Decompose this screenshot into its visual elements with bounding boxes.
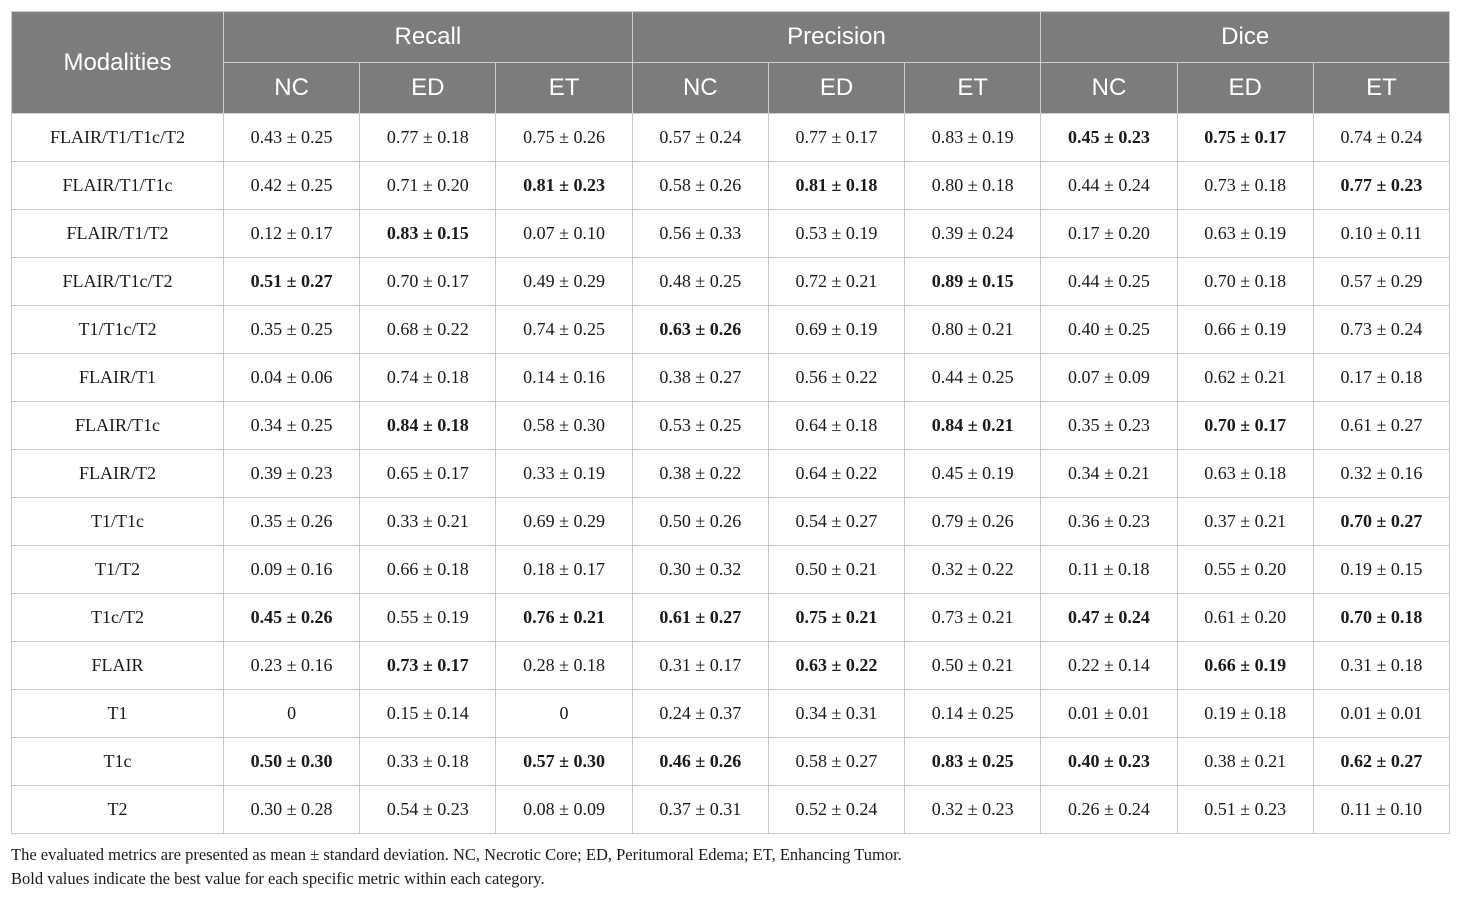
recall-ed-cell: 0.68 ± 0.22	[360, 306, 496, 354]
precision-nc-cell: 0.30 ± 0.32	[632, 546, 768, 594]
precision-ed-cell: 0.53 ± 0.19	[768, 210, 904, 258]
table-row	[12, 114, 1450, 162]
precision-nc-cell: 0.37 ± 0.31	[632, 786, 768, 834]
precision-ed-cell: 0.63 ± 0.22	[768, 642, 904, 690]
footnote-abbreviations: The evaluated metrics are presented as mean ± standard deviation. NC, Necrotic Core; ED, Peritumoral Edema; ET, Enhancing Tumor.	[11, 845, 902, 864]
dice-nc-cell: 0.40 ± 0.25	[1041, 306, 1177, 354]
recall-nc-cell: 0.35 ± 0.25	[224, 306, 360, 354]
dice-nc-cell: 0.11 ± 0.18	[1041, 546, 1177, 594]
recall-et-cell: 0.58 ± 0.30	[496, 402, 632, 450]
dice-ed-cell: 0.62 ± 0.21	[1177, 354, 1313, 402]
dice-nc-cell: 0.44 ± 0.25	[1041, 258, 1177, 306]
dice-et-cell: 0.77 ± 0.23	[1313, 162, 1449, 210]
recall-nc-cell: 0.51 ± 0.27	[224, 258, 360, 306]
recall-nc-cell: 0.42 ± 0.25	[224, 162, 360, 210]
precision-et-cell: 0.32 ± 0.22	[905, 546, 1041, 594]
precision-et-cell: 0.83 ± 0.19	[905, 114, 1041, 162]
dice-ed-cell: 0.51 ± 0.23	[1177, 786, 1313, 834]
precision-nc-cell: 0.53 ± 0.25	[632, 402, 768, 450]
precision-nc-cell: 0.24 ± 0.37	[632, 690, 768, 738]
recall-nc-cell: 0.43 ± 0.25	[224, 114, 360, 162]
recall-ed-cell: 0.66 ± 0.18	[360, 546, 496, 594]
precision-ed-cell: 0.64 ± 0.22	[768, 450, 904, 498]
dice-et-cell: 0.70 ± 0.27	[1313, 498, 1449, 546]
modality-cell: FLAIR/T1c	[12, 402, 224, 450]
recall-et-cell: 0.57 ± 0.30	[496, 738, 632, 786]
dice-nc-cell: 0.45 ± 0.23	[1041, 114, 1177, 162]
dice-ed-cell: 0.66 ± 0.19	[1177, 642, 1313, 690]
recall-ed-cell: 0.15 ± 0.14	[360, 690, 496, 738]
table-row	[12, 546, 1450, 594]
table-body	[12, 114, 1450, 834]
precision-et-cell: 0.84 ± 0.21	[905, 402, 1041, 450]
dice-nc-cell: 0.22 ± 0.14	[1041, 642, 1177, 690]
dice-nc-cell: 0.44 ± 0.24	[1041, 162, 1177, 210]
modality-cell: T2	[12, 786, 224, 834]
precision-et-cell: 0.83 ± 0.25	[905, 738, 1041, 786]
precision-et-cell: 0.39 ± 0.24	[905, 210, 1041, 258]
dice-et-cell: 0.01 ± 0.01	[1313, 690, 1449, 738]
recall-nc-cell: 0.12 ± 0.17	[224, 210, 360, 258]
precision-nc-cell: 0.38 ± 0.27	[632, 354, 768, 402]
dice-ed-cell: 0.19 ± 0.18	[1177, 690, 1313, 738]
table-row	[12, 402, 1450, 450]
footnote-bold-values: Bold values indicate the best value for each specific metric within each category.	[11, 869, 545, 888]
precision-nc-cell: 0.58 ± 0.26	[632, 162, 768, 210]
dice-nc-header: NC	[1041, 63, 1177, 114]
precision-et-cell: 0.73 ± 0.21	[905, 594, 1041, 642]
recall-ed-cell: 0.55 ± 0.19	[360, 594, 496, 642]
modality-cell: FLAIR/T1c/T2	[12, 258, 224, 306]
dice-et-cell: 0.61 ± 0.27	[1313, 402, 1449, 450]
recall-nc-cell: 0.35 ± 0.26	[224, 498, 360, 546]
precision-et-cell: 0.44 ± 0.25	[905, 354, 1041, 402]
precision-ed-cell: 0.56 ± 0.22	[768, 354, 904, 402]
recall-et-cell: 0.81 ± 0.23	[496, 162, 632, 210]
recall-et-cell: 0.28 ± 0.18	[496, 642, 632, 690]
dice-nc-cell: 0.17 ± 0.20	[1041, 210, 1177, 258]
precision-ed-cell: 0.52 ± 0.24	[768, 786, 904, 834]
table-row	[12, 162, 1450, 210]
recall-ed-cell: 0.77 ± 0.18	[360, 114, 496, 162]
dice-nc-cell: 0.47 ± 0.24	[1041, 594, 1177, 642]
precision-ed-cell: 0.58 ± 0.27	[768, 738, 904, 786]
table-footnotes	[11, 843, 902, 891]
modality-cell: FLAIR/T2	[12, 450, 224, 498]
recall-et-cell: 0.74 ± 0.25	[496, 306, 632, 354]
table-row	[12, 594, 1450, 642]
table-row	[12, 690, 1450, 738]
dice-ed-cell: 0.38 ± 0.21	[1177, 738, 1313, 786]
recall-ed-header: ED	[360, 63, 496, 114]
recall-et-cell: 0	[496, 690, 632, 738]
recall-et-cell: 0.33 ± 0.19	[496, 450, 632, 498]
precision-nc-cell: 0.50 ± 0.26	[632, 498, 768, 546]
precision-et-cell: 0.50 ± 0.21	[905, 642, 1041, 690]
dice-et-cell: 0.74 ± 0.24	[1313, 114, 1449, 162]
table-row	[12, 642, 1450, 690]
dice-et-cell: 0.62 ± 0.27	[1313, 738, 1449, 786]
table-row	[12, 450, 1450, 498]
recall-ed-cell: 0.33 ± 0.18	[360, 738, 496, 786]
precision-nc-cell: 0.56 ± 0.33	[632, 210, 768, 258]
precision-nc-cell: 0.38 ± 0.22	[632, 450, 768, 498]
precision-nc-cell: 0.63 ± 0.26	[632, 306, 768, 354]
dice-nc-cell: 0.36 ± 0.23	[1041, 498, 1177, 546]
recall-ed-cell: 0.83 ± 0.15	[360, 210, 496, 258]
recall-ed-cell: 0.74 ± 0.18	[360, 354, 496, 402]
dice-nc-cell: 0.35 ± 0.23	[1041, 402, 1177, 450]
recall-et-header: ET	[496, 63, 632, 114]
dice-group-header: Dice	[1041, 12, 1450, 63]
modality-cell: T1/T2	[12, 546, 224, 594]
results-table-container	[11, 11, 1449, 834]
table-row	[12, 306, 1450, 354]
precision-et-cell: 0.79 ± 0.26	[905, 498, 1041, 546]
precision-ed-header: ED	[768, 63, 904, 114]
precision-et-cell: 0.89 ± 0.15	[905, 258, 1041, 306]
dice-ed-cell: 0.66 ± 0.19	[1177, 306, 1313, 354]
dice-nc-cell: 0.34 ± 0.21	[1041, 450, 1177, 498]
dice-et-cell: 0.31 ± 0.18	[1313, 642, 1449, 690]
dice-nc-cell: 0.01 ± 0.01	[1041, 690, 1177, 738]
header-subcolumn-row	[12, 63, 1450, 114]
precision-ed-cell: 0.34 ± 0.31	[768, 690, 904, 738]
recall-ed-cell: 0.33 ± 0.21	[360, 498, 496, 546]
dice-ed-cell: 0.61 ± 0.20	[1177, 594, 1313, 642]
precision-et-cell: 0.80 ± 0.21	[905, 306, 1041, 354]
dice-ed-cell: 0.75 ± 0.17	[1177, 114, 1313, 162]
recall-nc-cell: 0.09 ± 0.16	[224, 546, 360, 594]
precision-ed-cell: 0.64 ± 0.18	[768, 402, 904, 450]
dice-ed-header: ED	[1177, 63, 1313, 114]
dice-et-cell: 0.10 ± 0.11	[1313, 210, 1449, 258]
modality-cell: T1c	[12, 738, 224, 786]
recall-ed-cell: 0.84 ± 0.18	[360, 402, 496, 450]
recall-ed-cell: 0.65 ± 0.17	[360, 450, 496, 498]
modality-cell: T1/T1c/T2	[12, 306, 224, 354]
precision-group-header: Precision	[632, 12, 1041, 63]
table-row	[12, 738, 1450, 786]
recall-et-cell: 0.07 ± 0.10	[496, 210, 632, 258]
recall-nc-cell: 0.50 ± 0.30	[224, 738, 360, 786]
recall-nc-cell: 0	[224, 690, 360, 738]
precision-et-cell: 0.32 ± 0.23	[905, 786, 1041, 834]
dice-nc-cell: 0.40 ± 0.23	[1041, 738, 1177, 786]
precision-et-cell: 0.80 ± 0.18	[905, 162, 1041, 210]
recall-et-cell: 0.18 ± 0.17	[496, 546, 632, 594]
dice-et-cell: 0.70 ± 0.18	[1313, 594, 1449, 642]
recall-nc-cell: 0.34 ± 0.25	[224, 402, 360, 450]
dice-ed-cell: 0.63 ± 0.18	[1177, 450, 1313, 498]
recall-et-cell: 0.14 ± 0.16	[496, 354, 632, 402]
recall-et-cell: 0.76 ± 0.21	[496, 594, 632, 642]
precision-nc-cell: 0.48 ± 0.25	[632, 258, 768, 306]
table-row	[12, 786, 1450, 834]
dice-ed-cell: 0.70 ± 0.17	[1177, 402, 1313, 450]
dice-ed-cell: 0.73 ± 0.18	[1177, 162, 1313, 210]
precision-et-header: ET	[905, 63, 1041, 114]
dice-et-cell: 0.57 ± 0.29	[1313, 258, 1449, 306]
precision-nc-header: NC	[632, 63, 768, 114]
precision-ed-cell: 0.77 ± 0.17	[768, 114, 904, 162]
dice-ed-cell: 0.70 ± 0.18	[1177, 258, 1313, 306]
precision-et-cell: 0.14 ± 0.25	[905, 690, 1041, 738]
modality-cell: FLAIR/T1/T1c	[12, 162, 224, 210]
modality-cell: T1/T1c	[12, 498, 224, 546]
dice-et-cell: 0.32 ± 0.16	[1313, 450, 1449, 498]
modalities-header: Modalities	[12, 12, 224, 114]
recall-ed-cell: 0.73 ± 0.17	[360, 642, 496, 690]
dice-ed-cell: 0.63 ± 0.19	[1177, 210, 1313, 258]
precision-ed-cell: 0.75 ± 0.21	[768, 594, 904, 642]
precision-ed-cell: 0.72 ± 0.21	[768, 258, 904, 306]
recall-ed-cell: 0.54 ± 0.23	[360, 786, 496, 834]
recall-ed-cell: 0.70 ± 0.17	[360, 258, 496, 306]
dice-ed-cell: 0.55 ± 0.20	[1177, 546, 1313, 594]
modality-cell: T1	[12, 690, 224, 738]
table-row	[12, 354, 1450, 402]
dice-et-cell: 0.11 ± 0.10	[1313, 786, 1449, 834]
modality-cell: T1c/T2	[12, 594, 224, 642]
table-header	[12, 12, 1450, 114]
recall-nc-cell: 0.04 ± 0.06	[224, 354, 360, 402]
dice-nc-cell: 0.07 ± 0.09	[1041, 354, 1177, 402]
recall-nc-header: NC	[224, 63, 360, 114]
table-row	[12, 258, 1450, 306]
precision-nc-cell: 0.57 ± 0.24	[632, 114, 768, 162]
precision-ed-cell: 0.50 ± 0.21	[768, 546, 904, 594]
table-row	[12, 210, 1450, 258]
results-table	[11, 11, 1450, 834]
recall-et-cell: 0.69 ± 0.29	[496, 498, 632, 546]
modality-cell: FLAIR	[12, 642, 224, 690]
header-group-row	[12, 12, 1450, 63]
table-row	[12, 498, 1450, 546]
precision-ed-cell: 0.54 ± 0.27	[768, 498, 904, 546]
recall-nc-cell: 0.45 ± 0.26	[224, 594, 360, 642]
recall-nc-cell: 0.39 ± 0.23	[224, 450, 360, 498]
recall-et-cell: 0.75 ± 0.26	[496, 114, 632, 162]
recall-nc-cell: 0.30 ± 0.28	[224, 786, 360, 834]
dice-et-header: ET	[1313, 63, 1449, 114]
precision-ed-cell: 0.81 ± 0.18	[768, 162, 904, 210]
precision-nc-cell: 0.31 ± 0.17	[632, 642, 768, 690]
modality-cell: FLAIR/T1/T2	[12, 210, 224, 258]
dice-nc-cell: 0.26 ± 0.24	[1041, 786, 1177, 834]
modality-cell: FLAIR/T1/T1c/T2	[12, 114, 224, 162]
recall-ed-cell: 0.71 ± 0.20	[360, 162, 496, 210]
recall-et-cell: 0.08 ± 0.09	[496, 786, 632, 834]
modality-cell: FLAIR/T1	[12, 354, 224, 402]
dice-et-cell: 0.19 ± 0.15	[1313, 546, 1449, 594]
dice-ed-cell: 0.37 ± 0.21	[1177, 498, 1313, 546]
precision-et-cell: 0.45 ± 0.19	[905, 450, 1041, 498]
recall-group-header: Recall	[224, 12, 633, 63]
dice-et-cell: 0.73 ± 0.24	[1313, 306, 1449, 354]
recall-et-cell: 0.49 ± 0.29	[496, 258, 632, 306]
dice-et-cell: 0.17 ± 0.18	[1313, 354, 1449, 402]
precision-nc-cell: 0.61 ± 0.27	[632, 594, 768, 642]
precision-ed-cell: 0.69 ± 0.19	[768, 306, 904, 354]
recall-nc-cell: 0.23 ± 0.16	[224, 642, 360, 690]
precision-nc-cell: 0.46 ± 0.26	[632, 738, 768, 786]
